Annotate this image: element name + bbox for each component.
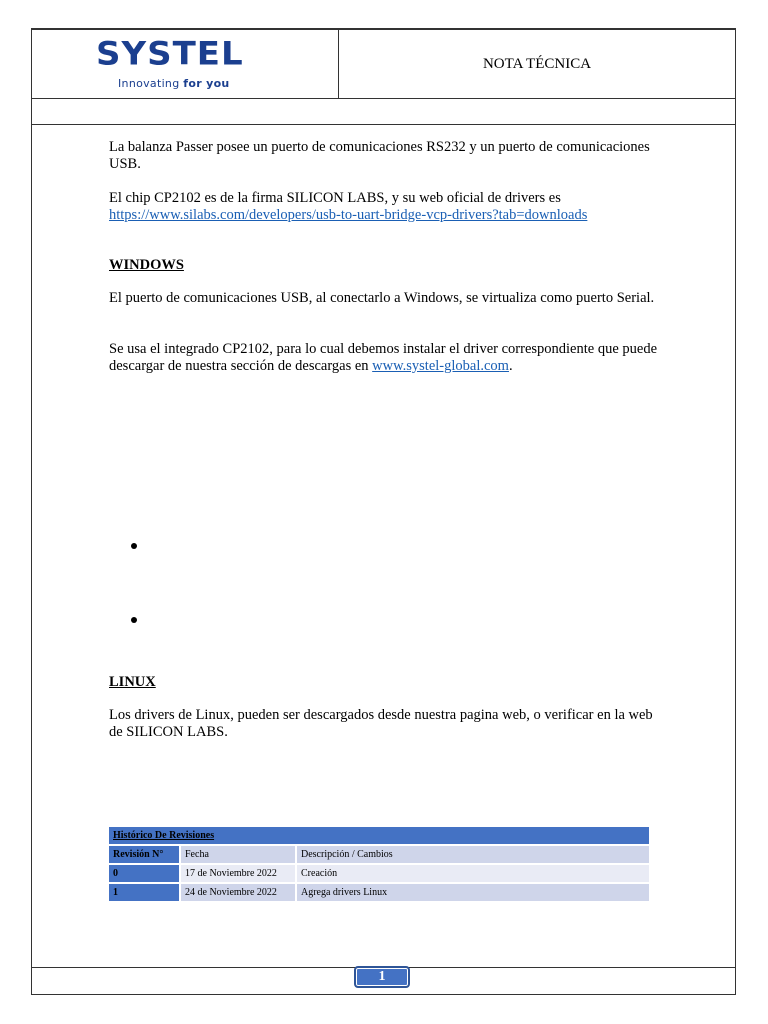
table-row [109,865,649,882]
silabs-link[interactable]: https://www.silabs.com/developers/usb-to-uart-bridge-vcp-drivers?tab=downloads [109,207,588,223]
column-header: Fecha [181,846,297,863]
table-title-row [109,827,649,844]
bullet-point [131,543,137,549]
subheader-row [32,99,735,125]
windows-heading: WINDOWS [109,257,184,273]
table-cell: Agrega drivers Linux [297,884,649,901]
linux-paragraph: Los drivers de Linux, pueden ser descargados desde nuestra pagina web, o verificar en la web de SILICON LABS. [109,707,653,740]
page-number-badge: 1 [354,966,410,988]
column-header: Revisión N° [109,846,181,863]
windows-paragraph-1: El puerto de comunicaciones USB, al conectarlo a Windows, se virtualiza como puerto Serial. [109,290,655,306]
logo-cell [32,30,339,98]
table-cell: Creación [297,865,649,882]
document-header [32,30,735,99]
table-cell: 0 [109,865,181,882]
table-row [109,884,649,901]
systel-link[interactable]: www.systel-global.com [372,358,509,374]
table-cell: 17 de Noviembre 2022 [181,865,297,882]
linux-heading: LINUX [109,674,156,690]
intro-paragraph: La balanza Passer posee un puerto de comunicaciones RS232 y un puerto de comunicaciones USB. [109,139,650,172]
logo-tagline: Innovating for you [118,77,230,90]
document-title: NOTA TÉCNICA [482,55,592,72]
windows-paragraph-2: Se usa el integrado CP2102, para lo cual debemos instalar el driver correspondiente que puede descargar de nuestra sección de descargas en www.systel-global.com. [109,341,658,374]
systel-logo: SYSTEL [96,35,244,73]
chip-paragraph: El chip CP2102 es de la firma SILICON LABS, y su web oficial de drivers es https://www.silabs.com/developers/usb-to-uart-bridge-vcp-drivers?tab=downloads [109,190,588,223]
table-cell: 1 [109,884,181,901]
table-header-row [109,846,649,863]
revision-history-table [109,825,649,903]
table-title: Histórico De Revisiones [109,827,649,844]
column-header: Descripción / Cambios [297,846,649,863]
bullet-point [131,617,137,623]
table-cell: 24 de Noviembre 2022 [181,884,297,901]
